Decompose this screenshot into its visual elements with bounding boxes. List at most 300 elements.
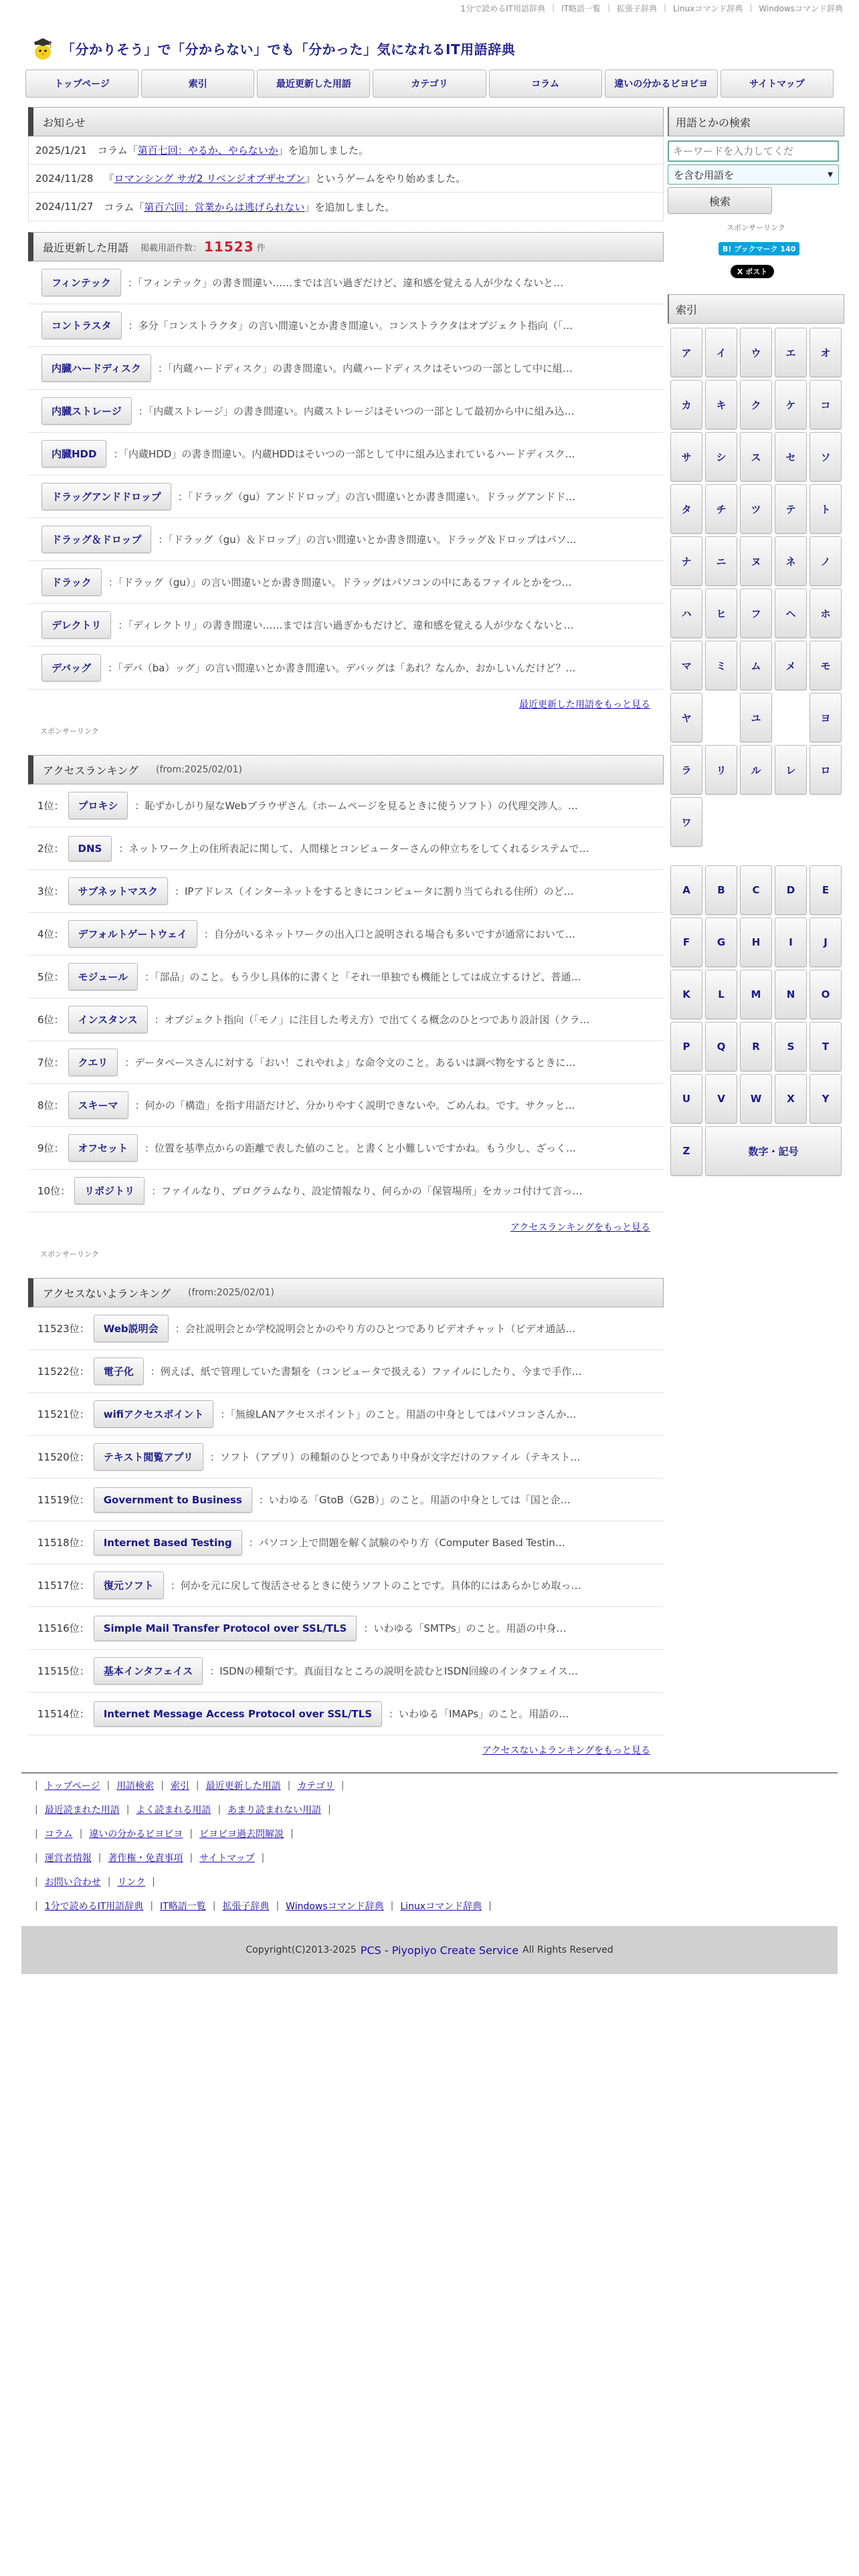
nav-button[interactable]: カテゴリ [373,70,486,98]
index-alpha-button[interactable]: B [705,865,737,915]
term-description: ：「ディレクトリ」の書き間違い……までは言い過ぎかもだけど、違和感を覚える人が少なくないと… [118,619,574,631]
top-link-separator: | [607,3,610,12]
footer-link[interactable]: 用語検索 [116,1781,155,1792]
rank-label: 11514位： [37,1708,90,1720]
news-link[interactable]: ロマンシング サガ2 リベンジオブザセブン [114,173,306,185]
term-description: ：「内蔵ハードディスク」の書き間違い。内蔵ハードディスクはそいつの一部として中に組… [157,362,573,374]
footer-separator: | [390,1901,394,1911]
term-description: ：多分「コンストラクタ」の言い間違いとか書き間違い。コンストラクタはオブジェクト指向（「… [128,320,573,332]
footer-link[interactable]: 1分で読めるIT用語辞典 [44,1901,144,1912]
sidebar-sponsor-label: スポンサーリンク [727,223,785,232]
index-kana-button[interactable]: ム [740,641,772,690]
top-link[interactable]: Linuxコマンド辞典 [673,4,743,13]
recent-more-link[interactable]: 最近更新した用語をもっと見る [519,700,650,710]
news-date: 2025/1/21 [35,144,87,156]
term-button[interactable]: オフセット [68,1134,138,1162]
term-button[interactable]: DNS [68,836,112,861]
search-heading: 用語とかの検索 [668,107,844,136]
index-kana-button[interactable]: タ [670,484,702,534]
footer-separator: | [35,1828,38,1839]
index-kana-button[interactable]: ヌ [740,536,772,586]
footer-link[interactable]: サイトマップ [199,1853,255,1864]
ranking-row [28,998,664,1041]
ranking-row [28,1350,664,1393]
news-list [28,136,664,221]
footer-link[interactable]: 索引 [170,1781,189,1792]
index-kana-button[interactable]: モ [809,641,842,690]
index-alpha-button[interactable]: N [775,970,807,1019]
sponsor-label-2: スポンサーリンク [40,1250,99,1259]
index-alpha-button[interactable]: I [775,918,807,967]
rank-label: 1位： [37,800,64,812]
index-kana-button[interactable]: オ [809,328,842,377]
footer-separator: | [161,1780,164,1791]
term-button[interactable]: 復元ソフト [94,1572,164,1599]
term-button[interactable]: 電子化 [94,1358,144,1385]
index-kana-button[interactable]: ラ [670,745,702,794]
footer-separator: | [328,1804,331,1815]
index-kana-button[interactable]: ル [740,745,772,794]
kana-index [670,328,844,847]
rank-label: 11521位： [37,1408,90,1420]
ranking-row [28,1307,664,1350]
term-row [28,390,664,433]
footer-link[interactable]: 違いの分かるビヨビヨ [89,1829,183,1840]
ranking-row [28,827,664,870]
index-empty-slot [775,693,807,742]
index-kana-button[interactable]: テ [775,484,807,534]
index-alpha-button[interactable]: W [740,1074,772,1123]
term-description: ：「ドラッグ（gu）」の言い間違いとか書き間違い。ドラッグはパソコンの中にあるファイルとかをつ… [108,576,572,588]
term-description: ：「内蔵HDD」の書き間違い。内蔵HDDはそいつの一部として中に組み込まれているハードディスク… [113,448,575,460]
index-alpha-button[interactable]: E [809,865,842,915]
no-access-rank-heading: アクセスないよランキング (from:2025/02/01) [28,1278,664,1307]
term-button[interactable]: スキーマ [68,1091,128,1119]
index-kana-button[interactable]: ハ [670,588,702,638]
term-button[interactable]: インスタンス [68,1006,148,1033]
search-button[interactable]: 検索 [668,187,772,214]
ranking-row [28,1084,664,1127]
index-kana-button[interactable]: チ [705,484,737,534]
index-kana-button[interactable]: ノ [809,536,842,586]
index-kana-button[interactable]: コ [809,380,842,429]
term-description: ：ファイルなり、プログラムなり、設定情報なり、何らかの「保管場所」をカッコ付けて言っ… [151,1185,583,1197]
index-kana-button[interactable]: ク [740,380,772,429]
footer-link[interactable]: 運営者情報 [44,1853,92,1864]
rank-label: 2位： [37,843,64,855]
news-text-pre: コラム「 [97,144,138,156]
footer-separator: | [488,1901,492,1911]
footer-separator: | [35,1804,38,1815]
copyright: Copyright(C)2013-2025 PCS - Piyopiyo Create Service All Rights Reserved [21,1926,838,1974]
main-column [28,107,664,1762]
index-alpha-button[interactable]: L [705,970,737,1019]
term-description: ：IPアドレス（インターネットをするときにコンピュータに割り当てられる住所）のど… [174,885,574,897]
footer-link[interactable]: リンク [117,1877,146,1888]
recent-more [28,689,664,716]
index-kana-button[interactable]: ワ [670,797,702,847]
index-kana-button[interactable]: ア [670,328,702,377]
sponsor-label: スポンサーリンク [40,727,99,736]
recent-heading: 最近更新した用語 掲載用語件数： 11523 件 [28,232,664,261]
term-button[interactable]: クエリ [68,1049,118,1076]
index-kana-button[interactable]: ヒ [705,588,737,638]
index-kana-button[interactable]: フ [740,588,772,638]
rank-label: 10位： [37,1185,71,1197]
ranking-row [28,956,664,998]
term-description: ：何かの「構造」を指す用語だけど、分かりやすく説明できないや。ごめんね。です。サクッと… [134,1099,575,1111]
index-kana-button[interactable]: エ [775,328,807,377]
term-row [28,433,664,475]
index-kana-button[interactable]: ミ [705,641,737,690]
top-link[interactable]: 1分で読めるIT用語辞典 [460,4,545,13]
index-heading: 索引 [668,294,844,324]
term-description: ：「ドラッグ（gu）＆ドロップ」の言い間違いとか書き間違い。ドラッグ＆ドロップはパソ… [158,534,577,546]
index-alpha-button[interactable]: A [670,865,702,915]
term-button[interactable]: テキスト閲覧アプリ [94,1443,203,1471]
term-button[interactable]: 内臓ハードディスク [41,354,151,382]
ranking-row [28,913,664,956]
hatena-bookmark-button[interactable]: B! ブックマーク 140 [719,242,799,255]
rank-label: 11522位： [37,1366,90,1378]
term-description: ：会社説明会とか学校説明会とかのやり方のひとつでありビデオチャット（ビデオ通話… [175,1323,576,1335]
term-description: ：オブジェクト指向（「モノ」に注目した考え方）で出てくる概念のひとつであり設計図（クラ… [154,1014,590,1026]
index-alpha-button[interactable]: M [740,970,772,1019]
term-button[interactable]: フィンテック [41,269,121,296]
footer-separator: | [150,1901,154,1911]
rank-label: 9位： [37,1142,64,1154]
top-link-separator: | [663,3,667,12]
news-text-pre: 『 [104,173,114,185]
term-description: ：「内蔵ストレージ」の書き間違い。内蔵ストレージはそいつの一部として最初から中に組み込… [138,405,575,417]
top-link-separator: | [749,3,753,12]
term-button[interactable]: Simple Mail Transfer Protocol over SSL/TLS [94,1616,357,1641]
index-alpha-button[interactable]: J [809,918,842,967]
index-alpha-button[interactable]: D [775,865,807,915]
term-row [28,475,664,518]
footer-separator: | [106,1780,110,1791]
ranking-row [28,1393,664,1436]
index-numsym-button[interactable]: 数字・記号 [705,1126,842,1176]
term-button[interactable]: 基本インタフェイス [94,1657,203,1685]
footer-separator: | [290,1828,294,1839]
top-link[interactable]: 拡張子辞典 [616,4,657,13]
chevron-down-icon: ▼ [828,171,833,179]
term-button[interactable]: デバッグ [41,654,101,681]
footer-separator: | [195,1780,199,1791]
nav-button[interactable]: 索引 [141,70,254,98]
term-description: ：恥ずかしがり屋なWebブラウザさん（ホームページを見るときに使うソフト）の代理交渉人。… [134,800,578,812]
index-alpha-button[interactable]: H [740,918,772,967]
index-kana-button[interactable]: メ [775,641,807,690]
no-access-rank-more-link[interactable]: アクセスないよランキングをもっと見る [482,1745,650,1756]
term-description: ：パソコン上で問題を解く試験のやり方（Computer Based Testin… [248,1537,565,1549]
term-button[interactable]: ドラッグアンドドロップ [41,483,171,510]
term-description: ：「部品」のこと。もう少し具体的に書くと「それ一単独でも機能としては成立するけど、普通… [144,971,581,983]
rank-label: 6位： [37,1014,64,1026]
index-kana-button[interactable]: マ [670,641,702,690]
rank-label: 11518位： [37,1537,90,1549]
rank-label: 11519位： [37,1494,90,1506]
term-description: ：いわゆる「IMAPs」のこと。用語の… [389,1708,569,1720]
rank-label: 5位： [37,971,64,983]
nav-button[interactable]: コラム [489,70,602,98]
term-description: ：ISDNの種類です。真面目なところの説明を読むとISDN回線のインタフェイス… [209,1665,578,1677]
footer-separator: | [79,1828,83,1839]
news-text-pre: コラム「 [104,201,145,213]
index-kana-button[interactable]: ソ [809,432,842,481]
index-kana-button[interactable]: カ [670,380,702,429]
top-link[interactable]: IT略語一覧 [561,4,601,13]
search-mode-select[interactable] [668,165,839,185]
global-nav [25,70,834,98]
term-description: ：いわゆる「GtoB（G2B）」のこと。用語の中身としては「国と企… [258,1494,571,1506]
access-rank-heading: アクセスランキング (from:2025/02/01) [28,755,664,784]
news-text-post: 』というゲームをやり始めました。 [305,173,466,185]
footer-row [21,1870,838,1894]
news-item [29,136,663,165]
rank-label: 11523位： [37,1323,90,1335]
index-kana-button[interactable]: ヘ [775,588,807,638]
index-alpha-button[interactable]: Q [705,1022,737,1071]
news-link[interactable]: 第百六回：営業からは逃げられない [144,201,305,213]
term-button[interactable]: リポジトリ [74,1177,145,1204]
footer-row [21,1798,838,1822]
index-kana-button[interactable]: シ [705,432,737,481]
footer-row [21,1774,838,1798]
nav-button[interactable]: 最近更新した用語 [257,70,370,98]
index-alpha-button[interactable]: P [670,1022,702,1071]
footer-row [21,1894,838,1918]
footer-link[interactable]: トップページ [44,1781,100,1792]
footer-separator: | [126,1804,130,1815]
rank-label: 4位： [37,928,64,940]
index-alpha-button[interactable]: G [705,918,737,967]
term-button[interactable]: サブネットマスク [68,877,168,905]
news-item [29,193,663,221]
top-link[interactable]: Windowsコマンド辞典 [759,4,843,13]
term-description: ：「フィンテック」の書き間違い……までは言い過ぎだけど、違和感を覚える人が少なくないと… [127,277,564,289]
term-button[interactable]: モジュール [68,963,138,990]
term-description: ：「デバ（ba）ッグ」の言い間違いとか書き間違い。デバッグは「あれ？なんか、おかしいんだけど？… [108,662,576,674]
term-button[interactable]: プロキシ [68,792,128,819]
rank-label: 11516位： [37,1622,90,1634]
footer-link[interactable]: 最近更新した用語 [205,1781,281,1792]
index-kana-button[interactable]: ナ [670,536,702,586]
index-alpha-button[interactable]: X [775,1074,807,1123]
footer-link[interactable]: よく読まれる用語 [136,1805,211,1816]
term-description: ：自分がいるネットワークの出入口と説明される場合も多いですが通常において… [203,928,575,940]
top-links [454,3,850,14]
news-item [29,165,663,193]
term-description: ：「無線LANアクセスポイント」のこと。用語の中身としてはパソコンさんか… [220,1408,577,1420]
footer-separator: | [276,1901,280,1911]
footer-link[interactable]: コラム [44,1829,73,1840]
nav-button[interactable]: 違いの分かるビヨビヨ [605,70,718,98]
index-kana-button[interactable]: ツ [740,484,772,534]
footer-link[interactable]: カテゴリ [297,1781,335,1792]
index-kana-button[interactable]: ユ [740,693,772,742]
ranking-row [28,870,664,913]
footer-row [21,1846,838,1870]
term-description: ：ネットワーク上の住所表記に関して、人間様とコンピューターさんの仲立ちをしてくれるシステムで… [118,843,589,855]
index-alpha-button[interactable]: Y [809,1074,842,1123]
ranking-row [28,1650,664,1693]
site-title[interactable]: 「分かりそう」で「分からない」でも「分かった」気になれるIT用語辞典 [62,41,516,58]
term-count: 11523 [204,239,254,255]
news-date: 2024/11/27 [35,201,94,213]
term-description: ：データベースさんに対する「おい！これやれよ」な命令文のこと。あるいは調べ物をするときに… [124,1057,576,1069]
footer-link[interactable]: Windowsコマンド辞典 [286,1901,384,1912]
index-empty-slot [705,693,737,742]
ranking-row [28,1693,664,1735]
ranking-row [28,1521,664,1564]
nav-button[interactable]: トップページ [25,70,138,98]
footer-link[interactable]: IT略語一覧 [160,1901,206,1912]
index-alpha-button[interactable]: R [740,1022,772,1071]
top-link-separator: | [552,3,555,12]
index-alpha-button[interactable]: Z [670,1126,702,1176]
footer-link[interactable]: あまり読まれない用語 [227,1805,322,1816]
ranking-row [28,1479,664,1521]
term-button[interactable]: Internet Message Access Protocol over SSL/TLS [94,1701,382,1727]
term-description: ：位置を基準点からの距離で表した値のこと。と書くと小難しいですかね。もう少し、ざっく… [144,1142,576,1154]
term-row [28,561,664,604]
term-button[interactable]: 内臓HDD [41,440,106,467]
index-alpha-button[interactable]: C [740,865,772,915]
ranking-row [28,1564,664,1607]
index-kana-button[interactable]: ヤ [670,693,702,742]
footer-separator: | [341,1780,345,1791]
index-alpha-button[interactable]: F [670,918,702,967]
copyright-link[interactable]: PCS - Piyopiyo Create Service [360,1943,519,1957]
index-alpha-button[interactable]: O [809,970,842,1019]
access-rank-list [28,784,664,1212]
rank-label: 7位： [37,1057,64,1069]
term-button[interactable]: デフォルトゲートウェイ [68,920,197,948]
term-description: ：「ドラッグ（gu）アンドドロップ」の言い間違いとか書き間違い。ドラッグアンドド… [177,491,576,503]
index-kana-button[interactable]: ヨ [809,693,842,742]
index-kana-button[interactable]: ウ [740,328,772,377]
no-access-rank-list [28,1307,664,1735]
site-header [29,35,515,62]
nav-button[interactable]: サイトマップ [721,70,834,98]
footer-separator: | [152,1876,155,1887]
alpha-index [670,865,844,1176]
chick-logo-icon[interactable] [29,35,56,62]
index-kana-button[interactable]: レ [775,745,807,794]
term-row [28,347,664,390]
term-button[interactable]: デレクトリ [41,611,111,639]
term-row [28,604,664,647]
index-kana-button[interactable]: ス [740,432,772,481]
term-button[interactable]: Web説明会 [94,1315,169,1342]
footer-separator: | [261,1852,265,1863]
term-button[interactable]: ドラッグ＆ドロップ [41,526,151,553]
footer-link[interactable]: ビヨビヨ過去問解説 [199,1829,284,1840]
index-kana-button[interactable]: ロ [809,745,842,794]
ranking-row [28,1041,664,1084]
index-alpha-button[interactable]: K [670,970,702,1019]
rank-label: 3位： [37,885,64,897]
rank-label: 11517位： [37,1580,90,1592]
term-description: ：例えば、紙で管理していた書類を（コンピュータで扱える）ファイルにしたり、今まで手作… [150,1366,582,1378]
access-rank-more-link[interactable]: アクセスランキングをもっと見る [510,1222,650,1233]
footer-separator: | [212,1901,216,1911]
index-alpha-button[interactable]: T [809,1022,842,1071]
rank-label: 8位： [37,1099,64,1111]
rank-label: 11515位： [37,1665,90,1677]
index-alpha-button[interactable]: S [775,1022,807,1071]
index-kana-button[interactable]: ケ [775,380,807,429]
term-button[interactable]: Internet Based Testing [94,1530,242,1555]
index-kana-button[interactable]: ト [809,484,842,534]
index-kana-button[interactable]: リ [705,745,737,794]
index-alpha-button[interactable]: V [705,1074,737,1123]
footer-separator: | [189,1852,193,1863]
term-button[interactable]: コントラスタ [41,312,122,339]
footer-link[interactable]: お問い合わせ [44,1877,101,1888]
term-row [28,261,664,304]
term-row [28,647,664,689]
news-text-post: 」を追加しました。 [304,201,395,213]
term-description: ：何かを元に戻して復活させるときに使うソフトのことです。具体的にはあらかじめ取っ… [170,1580,581,1592]
term-button[interactable]: 内臓ストレージ [41,397,132,425]
ranking-row [28,1436,664,1479]
term-button[interactable]: wifiアクセスポイント [94,1400,214,1428]
index-kana-button[interactable]: キ [705,380,737,429]
search-mode-value: を含む用語を [674,169,735,181]
term-button[interactable]: Government to Business [94,1487,252,1513]
x-post-button[interactable]: X ポスト [731,265,774,278]
footer-separator: | [107,1876,111,1887]
footer-link[interactable]: 拡張子辞典 [222,1901,270,1912]
term-description: ：ソフト（アプリ）の種類のひとつであり中身が文字だけのファイル（テキスト… [209,1451,581,1463]
index-kana-button[interactable]: ニ [705,536,737,586]
footer-separator: | [35,1876,38,1887]
index-kana-button[interactable]: セ [775,432,807,481]
footer-row [21,1822,838,1846]
ranking-row [28,1170,664,1212]
access-rank-more [28,1212,664,1239]
footer-separator: | [189,1828,193,1839]
footer-links [21,1772,838,1918]
footer-link[interactable]: 最近読まれた用語 [44,1805,120,1816]
index-kana-button[interactable]: ホ [809,588,842,638]
search-input[interactable] [668,140,839,162]
footer-link[interactable]: 著作権・免責事項 [108,1853,183,1864]
footer-link[interactable]: Linuxコマンド辞典 [400,1901,482,1912]
footer-separator: | [98,1852,102,1863]
footer-separator: | [35,1901,38,1911]
term-button[interactable]: ドラック [41,568,102,596]
news-heading: お知らせ [28,107,664,136]
index-kana-button[interactable]: ネ [775,536,807,586]
sidebar [668,107,844,1176]
term-count-label: 掲載用語件数： [140,243,202,253]
term-row [28,304,664,347]
index-kana-button[interactable]: サ [670,432,702,481]
index-alpha-button[interactable]: U [670,1074,702,1123]
ranking-row [28,1607,664,1650]
news-link[interactable]: 第百七回：やるか、やらないか [137,144,278,156]
recent-list [28,261,664,689]
index-kana-button[interactable]: イ [705,328,737,377]
footer-separator: | [217,1804,221,1815]
term-description: ：いわゆる「SMTPs」のこと。用語の中身… [363,1622,567,1634]
footer-separator: | [35,1780,38,1791]
news-date: 2024/11/28 [35,172,94,185]
